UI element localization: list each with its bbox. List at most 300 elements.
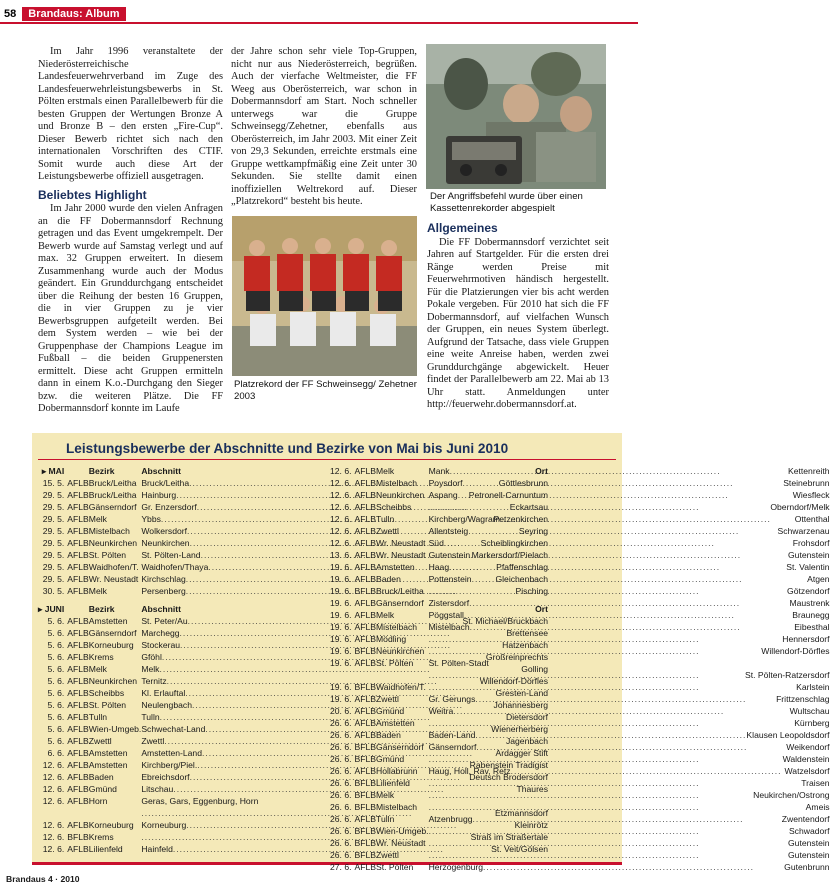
leader-dots bbox=[429, 669, 745, 681]
event-bezirk: Melk bbox=[88, 664, 107, 674]
schedule-table-right bbox=[330, 465, 830, 873]
leader-dots bbox=[469, 597, 789, 609]
event-ort: Pfaffenschlag bbox=[496, 562, 549, 572]
event-type: BFLB bbox=[354, 586, 377, 596]
event-date: 27. 6. bbox=[330, 862, 352, 872]
event-date: 19. 6. bbox=[330, 682, 352, 692]
event-ort: Göttlesbrunn bbox=[498, 478, 549, 488]
leader-dots bbox=[429, 717, 795, 729]
event-date: 12. 6. bbox=[42, 844, 65, 854]
event-type: AFLB bbox=[67, 502, 89, 512]
leader-dots bbox=[429, 585, 787, 597]
event-type: AFLB bbox=[354, 550, 377, 560]
event-type: AFLB bbox=[67, 586, 89, 596]
table-row bbox=[330, 813, 830, 825]
event-bezirk: Bruck/Leitha bbox=[88, 490, 137, 500]
table-row bbox=[330, 573, 830, 585]
event-type: AFLB bbox=[354, 466, 377, 476]
event-type: AFLB bbox=[354, 526, 377, 536]
event-date: 5. 6. bbox=[47, 724, 65, 734]
event-date: 20. 6. bbox=[330, 706, 352, 716]
event-ort: St. Valentin bbox=[786, 562, 830, 572]
event-bezirk: Baden bbox=[376, 730, 401, 740]
event-ort: Traisen bbox=[801, 778, 830, 788]
page-header bbox=[0, 5, 126, 22]
event-type: AFLB bbox=[67, 628, 89, 638]
event-ort: Rabenstein Tradigist bbox=[469, 760, 549, 770]
event-type: AFLB bbox=[354, 562, 377, 572]
event-abschnitt: Kirchberg/Piel. bbox=[141, 760, 198, 770]
table-row bbox=[330, 549, 830, 561]
event-abschnitt-ort bbox=[429, 609, 830, 621]
event-abschnitt: Baden-Land bbox=[428, 730, 476, 740]
event-abschnitt: Wolkersdorf bbox=[141, 526, 188, 536]
event-abschnitt: Herzogenburg bbox=[428, 862, 484, 872]
event-type: AFLB bbox=[67, 562, 89, 572]
table-row bbox=[330, 741, 830, 753]
table-row bbox=[330, 705, 830, 717]
event-ort: Gleichenbach bbox=[495, 574, 549, 584]
table-row bbox=[330, 525, 830, 537]
leader-dots bbox=[458, 489, 793, 501]
leader-dots bbox=[429, 645, 762, 657]
event-date bbox=[38, 807, 67, 819]
event-type: AFLB bbox=[354, 706, 377, 716]
event-ort: Schwarzenau bbox=[777, 526, 830, 536]
table-row bbox=[330, 645, 830, 657]
event-date: 29. 5. bbox=[42, 574, 65, 584]
event-type: BFLB bbox=[354, 742, 377, 752]
event-type: AFLB bbox=[354, 598, 377, 608]
event-abschnitt: Gutenstein bbox=[428, 550, 471, 560]
event-abschnitt: Hainfeld bbox=[141, 844, 173, 854]
event-abschnitt-ort bbox=[429, 777, 830, 789]
event-abschnitt-ort bbox=[429, 825, 830, 837]
photo-cassette-recorder bbox=[426, 44, 606, 189]
event-ort: Karlstein bbox=[796, 682, 830, 692]
event-ort: Hatzenbach bbox=[502, 640, 549, 650]
event-type: AFLB bbox=[67, 700, 89, 710]
event-bezirk: Lilienfeld bbox=[88, 844, 123, 854]
event-date: 12. 6. bbox=[42, 832, 65, 842]
table-row bbox=[330, 501, 830, 513]
event-type: AFLB bbox=[354, 814, 377, 824]
event-abschnitt: Atzenbrugg bbox=[428, 814, 473, 824]
leader-dots bbox=[476, 741, 786, 753]
event-date: 19. 6. bbox=[330, 586, 352, 596]
page-footer: Brandaus 4 · 2010 bbox=[6, 874, 80, 884]
event-ort: Maustrenk bbox=[789, 598, 830, 608]
paragraph: Im Jahr 1996 veranstaltete der Niederösterreichische Landesfeuerwehrverband im Zuge des Landesfeuerwehrleistungsbewerbs in St. Pölten erstmals einen Parallelbewerb für die besten Gruppen der Wertungen Bronze A und Bronze B – den ersten „Fire-Cup“. Dieser Bewerb richtet sich nach den internationalen Vorschriften des CTIF. Somit wurde auch diese Art der Leistungsbewerbe offiziell ausgetragen. bbox=[38, 46, 223, 182]
event-date: 19. 6. bbox=[330, 610, 352, 620]
event-ort: Wultschau bbox=[789, 706, 830, 716]
table-row bbox=[330, 765, 830, 777]
event-date: 12. 6. bbox=[330, 526, 352, 536]
event-abschnitt-ort bbox=[429, 585, 830, 597]
event-abschnitt-ort bbox=[429, 549, 830, 561]
event-bezirk: Amstetten bbox=[88, 760, 128, 770]
subheading: Beliebtes Highlight bbox=[38, 187, 147, 202]
event-ort: Gutenstein bbox=[787, 550, 830, 560]
event-date: 5. 6. bbox=[47, 700, 65, 710]
leader-dots bbox=[429, 849, 788, 861]
event-abschnitt: Ebreichsdorf bbox=[141, 772, 190, 782]
table-row bbox=[330, 597, 830, 609]
event-date: 5. 6. bbox=[47, 628, 65, 638]
leader-dots bbox=[429, 633, 783, 645]
event-ort: Petronell-Carnuntum bbox=[468, 490, 549, 500]
event-date: 19. 6. bbox=[330, 694, 352, 704]
event-ort: Großreinprechts bbox=[485, 652, 549, 662]
event-type: BFLB bbox=[354, 838, 377, 848]
photo-caption: Der Angriffsbefehl wurde über einen Kassettenrekorder abgespielt bbox=[430, 191, 583, 214]
leader-dots bbox=[429, 753, 783, 765]
event-bezirk: Baden bbox=[376, 574, 401, 584]
event-bezirk: Tulln bbox=[376, 814, 395, 824]
event-ort: Eibesthal bbox=[794, 622, 830, 632]
event-bezirk: Gänserndorf bbox=[88, 628, 137, 638]
table-row bbox=[330, 753, 830, 765]
event-type: AFLB bbox=[67, 736, 89, 746]
event-date: 12. 6. bbox=[42, 796, 65, 806]
event-abschnitt-ort bbox=[429, 597, 830, 609]
event-abschnitt: Waidhofen/Thaya bbox=[141, 562, 209, 572]
event-bezirk: Neunkirchen bbox=[88, 538, 138, 548]
event-abschnitt-ort bbox=[429, 861, 830, 873]
event-abschnitt: Poysdorf bbox=[428, 478, 463, 488]
event-abschnitt-ort bbox=[429, 837, 830, 849]
event-bezirk: Gmünd bbox=[88, 784, 117, 794]
leader-dots bbox=[429, 501, 771, 513]
event-bezirk: Mistelbach bbox=[376, 802, 418, 812]
event-abschnitt-ort bbox=[429, 693, 830, 705]
event-type: AFLB bbox=[67, 688, 89, 698]
paragraph: Im Jahr 2000 wurde den vielen Anfragen an die FF Dobermannsdorf Rechnung getragen und das Event umgekrempelt. Der Bewerb wurde auf Samstag verlegt und auf max. 32 Gruppen erweitert. In diesem Zusammenhang wurde auch der Modus geändert. Ein Grunddurchgang entscheidet über die Reihung der besten 16 Gruppen, die in vier Gruppen zu je vier Bewerbsgruppen aufgeteilt werden. Bei dem System werden – wie bei der Gruppenphase der Champions League im Fußball – die beiden Gruppenersten ermittelt. Diese acht Gruppen ermitteln dann in einem K.o.-Durchgang den Sieger bzw. die weiteren Plätze. Die FF Dobermannsdorf konnte im Laufe bbox=[38, 203, 223, 414]
event-date: 5. 6. bbox=[47, 652, 65, 662]
event-date: 19. 6. bbox=[330, 658, 352, 668]
event-type: BFLB bbox=[354, 826, 377, 836]
event-ort: Pisching bbox=[515, 586, 549, 596]
table-row bbox=[330, 537, 830, 549]
event-abschnitt-ort bbox=[429, 513, 830, 525]
event-ort: Frohsdorf bbox=[792, 538, 830, 548]
event-type: BFLB bbox=[354, 790, 377, 800]
event-type: AFLB bbox=[67, 724, 89, 734]
event-date: 12. 6. bbox=[330, 490, 352, 500]
event-abschnitt-ort bbox=[429, 645, 830, 657]
event-bezirk bbox=[376, 669, 429, 681]
event-ort: Scheiblingkirchen bbox=[480, 538, 549, 548]
event-type: AFLB bbox=[67, 478, 89, 488]
leader-dots bbox=[449, 561, 786, 573]
event-abschnitt-ort bbox=[429, 465, 830, 477]
leader-dots bbox=[429, 801, 806, 813]
event-bezirk: Gänserndorf bbox=[376, 598, 424, 608]
event-date: 19. 6. bbox=[330, 646, 352, 656]
event-abschnitt: St. Pölten-Land bbox=[141, 550, 201, 560]
col-head-bezirk: Bezirk bbox=[88, 466, 115, 476]
event-abschnitt-ort bbox=[429, 477, 830, 489]
event-bezirk: Melk bbox=[376, 610, 395, 620]
event-date: 5. 6. bbox=[47, 736, 65, 746]
event-abschnitt-ort bbox=[429, 525, 830, 537]
event-bezirk: Melk bbox=[88, 514, 107, 524]
event-date: 26. 6. bbox=[330, 766, 352, 776]
event-type: AFLB bbox=[67, 796, 89, 806]
event-date: 12. 6. bbox=[42, 784, 65, 794]
event-ort: Straß im Straßertale bbox=[470, 832, 549, 842]
leader-dots bbox=[472, 573, 808, 585]
event-abschnitt-ort bbox=[429, 789, 830, 801]
event-bezirk: Gmünd bbox=[376, 754, 405, 764]
event-ort: Waldenstein bbox=[782, 754, 830, 764]
event-abschnitt: Litschau bbox=[141, 784, 174, 794]
event-type: AFLB bbox=[354, 514, 377, 524]
event-ort: Willendorf-Dörfles bbox=[479, 676, 549, 686]
table-row bbox=[330, 717, 830, 729]
event-abschnitt: Mistelbach bbox=[428, 622, 470, 632]
event-abschnitt: Korneuburg bbox=[141, 820, 187, 830]
leader-dots bbox=[483, 861, 784, 873]
event-ort: Golling bbox=[521, 664, 549, 674]
event-bezirk: Gänserndorf bbox=[88, 502, 137, 512]
event-type: AFLB bbox=[67, 748, 89, 758]
event-ort: Seyring bbox=[518, 526, 549, 536]
event-abschnitt-ort bbox=[429, 729, 830, 741]
event-date: 29. 5. bbox=[42, 490, 65, 500]
event-bezirk: Bruck/Leitha bbox=[376, 586, 424, 596]
event-bezirk: Wr. Neustadt bbox=[376, 550, 426, 560]
event-date: 12. 6. bbox=[42, 820, 65, 830]
event-abschnitt: Marchegg bbox=[141, 628, 180, 638]
event-bezirk: Melk bbox=[376, 790, 395, 800]
event-date: 30. 5. bbox=[42, 586, 65, 596]
event-date: 6. 6. bbox=[47, 748, 65, 758]
event-type: AFLB bbox=[354, 490, 377, 500]
event-abschnitt: Persenberg bbox=[141, 586, 186, 596]
article-column-1 bbox=[38, 46, 223, 416]
event-ort: Kettenreith bbox=[787, 466, 830, 476]
event-abschnitt: Weitra bbox=[428, 706, 454, 716]
event-abschnitt: Haag bbox=[428, 562, 450, 572]
col-head-ort: Ort bbox=[535, 604, 549, 614]
event-date: 19. 6. bbox=[330, 562, 352, 572]
event-bezirk: St. Pölten bbox=[88, 700, 127, 710]
event-date: 12. 6. bbox=[330, 502, 352, 512]
event-abschnitt: Mank bbox=[428, 466, 450, 476]
event-date: 12. 6. bbox=[42, 772, 65, 782]
event-type: BFLB bbox=[354, 646, 377, 656]
event-ort: Neukirchen/Ostrong bbox=[753, 790, 830, 800]
event-type: AFLB bbox=[67, 844, 89, 854]
table-row bbox=[330, 861, 830, 873]
event-abschnitt: Geras, Gars, Eggenburg, Horn bbox=[141, 796, 259, 806]
event-ort: Watzelsdorf bbox=[784, 766, 830, 776]
event-type: AFLB bbox=[67, 514, 89, 524]
event-type: BFLB bbox=[354, 778, 377, 788]
event-bezirk: Scheibbs bbox=[376, 502, 412, 512]
event-abschnitt-ort bbox=[429, 657, 830, 669]
event-type: AFLB bbox=[67, 784, 89, 794]
event-bezirk: Krems bbox=[88, 652, 114, 662]
event-ort: St. Veit/Gölsen bbox=[491, 844, 549, 854]
event-abschnitt: Bruck/Leitha bbox=[141, 478, 190, 488]
event-ort: Gutenstein bbox=[787, 838, 830, 848]
event-abschnitt: Amstetten-Land bbox=[141, 748, 202, 758]
spacer bbox=[67, 603, 89, 615]
table-row bbox=[330, 681, 830, 693]
event-bezirk: Lilienfeld bbox=[376, 778, 410, 788]
event-bezirk: St. Pölten bbox=[376, 658, 414, 668]
event-abschnitt: Kirchschlag bbox=[141, 574, 186, 584]
event-bezirk: Zwettl bbox=[376, 694, 399, 704]
article-column-3 bbox=[427, 222, 609, 412]
event-type: AFLB bbox=[67, 820, 89, 830]
event-date: 12. 6. bbox=[330, 478, 352, 488]
event-abschnitt: Hainburg bbox=[141, 490, 177, 500]
event-ort: Wienerherberg bbox=[491, 724, 549, 734]
event-ort: St. Michael/Bruckbach bbox=[462, 616, 549, 626]
event-abschnitt: Zistersdorf bbox=[428, 598, 470, 608]
event-abschnitt-ort bbox=[429, 705, 830, 717]
paragraph: Die FF Dobermannsdorf verzichtet seit Jahren auf Startgelder. Für die ersten drei Ränge werden Preise mit Feuerwehrmotiven händisch hergestellt. Für die Platzierungen vier bis acht werden Pokale vergeben. Für 2010 hat sich die FF Dobermannsdorf, auf vielfachen Wunsch der Gruppen, ein neues System überlegt. Aufgrund der Tatsache, dass viele Gruppen eine weite Anreise haben, werden zwei Grunddurchgänge abgewickelt. Heuer findet der Parallelbewerb am 22. Mai ab 13 Uhr statt. Anmeldungen unter http://feuerwehr.dobermannsdorf.at. bbox=[427, 236, 609, 410]
event-bezirk: Amstetten bbox=[88, 748, 128, 758]
title-rule bbox=[38, 459, 616, 460]
event-date: 5. 6. bbox=[47, 712, 65, 722]
event-bezirk: Melk bbox=[88, 586, 107, 596]
table-row bbox=[330, 489, 830, 501]
event-bezirk: Amstetten bbox=[376, 718, 415, 728]
event-type: AFLB bbox=[354, 478, 377, 488]
event-abschnitt-ort bbox=[429, 813, 830, 825]
event-ort: Brettensee bbox=[506, 628, 549, 638]
event-abschnitt: Gföhl bbox=[141, 652, 162, 662]
event-type: AFLB bbox=[354, 634, 377, 644]
event-bezirk: Baden bbox=[88, 772, 114, 782]
event-bezirk: Mistelbach bbox=[376, 478, 418, 488]
event-abschnitt: Allentsteig bbox=[428, 526, 469, 536]
event-ort: Markersdorf/Pielach bbox=[471, 550, 549, 560]
event-type bbox=[355, 669, 377, 681]
event-bezirk: Melk bbox=[376, 466, 395, 476]
table-row bbox=[330, 585, 830, 597]
event-abschnitt-ort bbox=[429, 621, 830, 633]
event-date: 26. 6. bbox=[330, 790, 352, 800]
event-bezirk: Tulln bbox=[376, 514, 395, 524]
event-bezirk: Korneuburg bbox=[88, 820, 134, 830]
leader-dots bbox=[429, 789, 754, 801]
table-row bbox=[330, 849, 830, 861]
event-abschnitt: St. Peter/Au bbox=[141, 616, 188, 626]
event-date: 12. 6. bbox=[330, 538, 352, 548]
event-type: AFLB bbox=[354, 730, 377, 740]
event-bezirk: Amstetten bbox=[376, 562, 415, 572]
event-abschnitt: Neunkirchen bbox=[141, 538, 190, 548]
event-bezirk: Gmünd bbox=[376, 706, 405, 716]
table-row bbox=[330, 801, 830, 813]
event-abschnitt-ort bbox=[429, 717, 830, 729]
event-bezirk: Wien-Umgeb. bbox=[88, 724, 142, 734]
section-title: Brandaus: Album bbox=[22, 7, 125, 21]
event-date: 29. 5. bbox=[42, 550, 65, 560]
event-date: 5. 6. bbox=[47, 676, 65, 686]
col-head-ort: Ort bbox=[535, 466, 549, 476]
event-bezirk: Scheibbs bbox=[88, 688, 125, 698]
event-ort: Oberndorf/Melk bbox=[770, 502, 830, 512]
event-date: 12. 6. bbox=[330, 466, 352, 476]
event-ort: Dietersdorf bbox=[505, 712, 549, 722]
table-row bbox=[330, 777, 830, 789]
event-date: 26. 6. bbox=[330, 802, 352, 812]
event-abschnitt: Gr. Gerungs bbox=[428, 694, 476, 704]
event-bezirk: Neunkirchen bbox=[376, 490, 425, 500]
event-bezirk: Hollabrunn bbox=[376, 766, 418, 776]
event-ort: Gresten-Land bbox=[495, 688, 549, 698]
event-ort: Kürnberg bbox=[794, 718, 830, 728]
event-type: AFLB bbox=[67, 760, 89, 770]
event-bezirk: Neunkirchen bbox=[88, 676, 138, 686]
event-date: 13. 6. bbox=[330, 550, 352, 560]
spacer bbox=[67, 465, 89, 477]
event-type: AFLB bbox=[67, 712, 89, 722]
event-date: 19. 6. bbox=[330, 622, 352, 632]
event-bezirk: Zwettl bbox=[376, 850, 399, 860]
event-abschnitt-ort bbox=[429, 489, 830, 501]
event-type: AFLB bbox=[354, 658, 377, 668]
event-date: 5. 6. bbox=[47, 664, 65, 674]
leader-dots bbox=[470, 621, 795, 633]
event-type: AFLB bbox=[67, 490, 89, 500]
event-ort: Frittzenschlag bbox=[776, 694, 830, 704]
event-type: AFLB bbox=[67, 652, 89, 662]
event-abschnitt-ort bbox=[429, 849, 830, 861]
event-date: 12. 6. bbox=[42, 760, 65, 770]
event-ort: Ardagger Stift bbox=[495, 748, 549, 758]
event-type bbox=[67, 807, 89, 819]
event-abschnitt: St. Pölten-Stadt bbox=[428, 658, 489, 668]
event-date: 19. 6. bbox=[330, 634, 352, 644]
event-date: 29. 5. bbox=[42, 538, 65, 548]
event-ort: Steinebrunn bbox=[783, 478, 830, 488]
leader-dots bbox=[511, 765, 785, 777]
page-number: 58 bbox=[0, 8, 22, 20]
event-abschnitt: Zwettl bbox=[141, 736, 165, 746]
leader-dots bbox=[475, 693, 776, 705]
event-type: AFLB bbox=[67, 640, 89, 650]
event-abschnitt-ort bbox=[429, 681, 830, 693]
event-date bbox=[330, 669, 355, 681]
event-type: AFLB bbox=[354, 622, 377, 632]
table-row bbox=[330, 693, 830, 705]
leader-dots bbox=[453, 705, 789, 717]
table-row bbox=[330, 657, 830, 669]
event-abschnitt-ort bbox=[429, 501, 830, 513]
event-bezirk: Mistelbach bbox=[376, 622, 418, 632]
event-bezirk: St. Pölten bbox=[88, 550, 127, 560]
event-date: 12. 6. bbox=[330, 514, 352, 524]
event-date: 26. 6. bbox=[330, 826, 352, 836]
photo-caption: Platzrekord der FF Schweinsegg/ Zehetner 2003 bbox=[234, 379, 417, 402]
event-abschnitt-ort bbox=[429, 561, 830, 573]
event-abschnitt-ort bbox=[429, 765, 830, 777]
event-type: AFLB bbox=[354, 502, 377, 512]
table-row bbox=[330, 825, 830, 837]
leader-dots bbox=[429, 681, 797, 693]
event-date: 29. 5. bbox=[42, 514, 65, 524]
event-ort: Etzmannsdorf bbox=[494, 808, 549, 818]
event-date: 5. 6. bbox=[47, 640, 65, 650]
event-abschnitt-ort bbox=[429, 537, 830, 549]
